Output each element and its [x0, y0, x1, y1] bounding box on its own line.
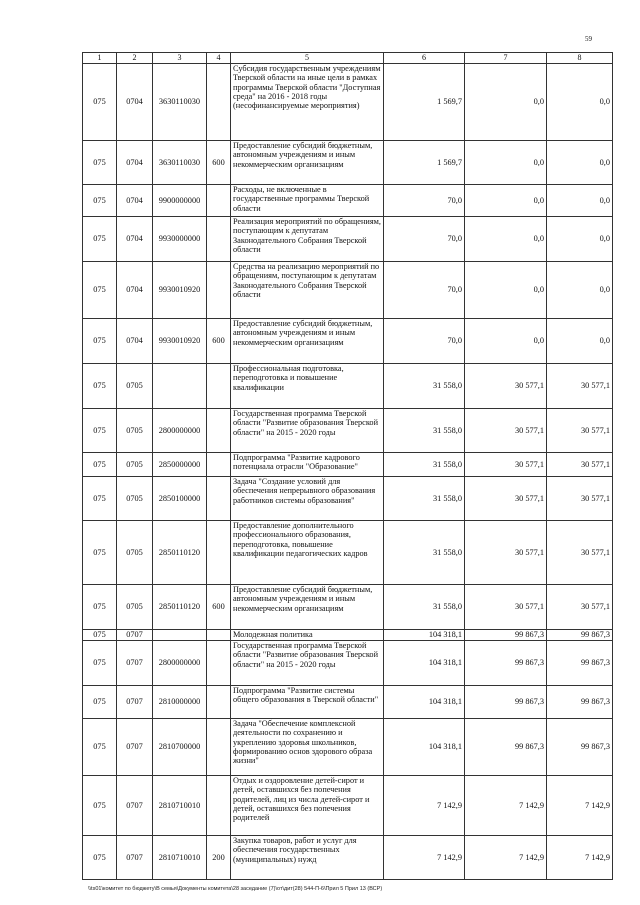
expense-type-cell: [207, 364, 231, 409]
amount-year3-cell: 99 867,3: [547, 686, 613, 719]
amount-year1-cell: 70,0: [384, 319, 465, 364]
amount-year1-cell: 31 558,0: [384, 521, 465, 585]
section-code-cell: 0707: [117, 776, 153, 836]
amount-year2-cell: 30 577,1: [465, 521, 547, 585]
table-row: [83, 641, 613, 686]
target-article-cell: 2810700000: [153, 719, 207, 776]
target-article-cell: 2810710010: [153, 836, 207, 880]
amount-year1-cell: 31 558,0: [384, 477, 465, 521]
amount-year1-cell: 1 569,7: [384, 141, 465, 185]
expense-type-cell: [207, 630, 231, 641]
admin-code-cell: 075: [83, 585, 117, 630]
column-header-5: 5: [231, 53, 384, 64]
amount-year3-cell: 0,0: [547, 217, 613, 262]
description-cell: Предоставление субсидий бюджетным, автономным учреждениям и иным некоммерческим организациям: [231, 585, 384, 630]
amount-year3-cell: 0,0: [547, 141, 613, 185]
amount-year1-cell: 31 558,0: [384, 364, 465, 409]
amount-year2-cell: 30 577,1: [465, 477, 547, 521]
admin-code-cell: 075: [83, 836, 117, 880]
expense-type-cell: 600: [207, 141, 231, 185]
amount-year1-cell: 104 318,1: [384, 686, 465, 719]
amount-year3-cell: 30 577,1: [547, 521, 613, 585]
expense-type-cell: 600: [207, 585, 231, 630]
amount-year1-cell: 104 318,1: [384, 630, 465, 641]
table-row: [83, 141, 613, 185]
description-cell: Расходы, не включенные в государственные программы Тверской области: [231, 185, 384, 217]
expense-type-cell: 600: [207, 319, 231, 364]
table-row: [83, 364, 613, 409]
table-row: [83, 477, 613, 521]
target-article-cell: 9930010920: [153, 262, 207, 319]
admin-code-cell: 075: [83, 776, 117, 836]
expense-type-cell: [207, 686, 231, 719]
section-code-cell: 0704: [117, 319, 153, 364]
target-article-cell: 2800000000: [153, 409, 207, 453]
amount-year3-cell: 0,0: [547, 319, 613, 364]
column-header-1: 1: [83, 53, 117, 64]
table-row: [83, 686, 613, 719]
description-cell: Государственная программа Тверской области "Развитие образования Тверской области" на 2015 - 2020 годы: [231, 409, 384, 453]
section-code-cell: 0704: [117, 217, 153, 262]
description-cell: Закупка товаров, работ и услуг для обеспечения государственных (муниципальных) нужд: [231, 836, 384, 880]
target-article-cell: 2850110120: [153, 521, 207, 585]
admin-code-cell: 075: [83, 262, 117, 319]
description-cell: Государственная программа Тверской области "Развитие образования Тверской области" на 2015 - 2020 годы: [231, 641, 384, 686]
admin-code-cell: 075: [83, 364, 117, 409]
description-cell: Предоставление дополнительного профессионального образования, переподготовка, повышение квалификации педагогических кадров: [231, 521, 384, 585]
section-code-cell: 0707: [117, 836, 153, 880]
amount-year3-cell: 30 577,1: [547, 585, 613, 630]
page-number: 59: [585, 35, 592, 43]
description-cell: Задача "Обеспечение комплексной деятельности по сохранению и укреплению здоровья школьников, формированию основ здорового образа жизни": [231, 719, 384, 776]
column-header-6: 6: [384, 53, 465, 64]
description-cell: Молодежная политика: [231, 630, 384, 641]
column-header-2: 2: [117, 53, 153, 64]
target-article-cell: 2850000000: [153, 453, 207, 477]
admin-code-cell: 075: [83, 641, 117, 686]
file-path-footer: \\ts01\комитет по бюджету\В семья\Документы комитета\28 заседание (7)\от\дит(28) 544-П-6\Прил 5 Прил 13 (ВСР): [88, 886, 383, 892]
amount-year2-cell: 0,0: [465, 141, 547, 185]
description-cell: Профессиональная подготовка, переподготовка и повышение квалификации: [231, 364, 384, 409]
table-header-row: [83, 53, 613, 64]
expense-type-cell: [207, 64, 231, 141]
admin-code-cell: 075: [83, 64, 117, 141]
section-code-cell: 0707: [117, 686, 153, 719]
expense-type-cell: [207, 641, 231, 686]
description-cell: Реализация мероприятий по обращениям, поступающим к депутатам Законодательного Собрания Тверской области: [231, 217, 384, 262]
admin-code-cell: 075: [83, 477, 117, 521]
amount-year2-cell: 7 142,9: [465, 836, 547, 880]
expense-type-cell: [207, 262, 231, 319]
amount-year2-cell: 99 867,3: [465, 719, 547, 776]
target-article-cell: 3630110030: [153, 141, 207, 185]
admin-code-cell: 075: [83, 521, 117, 585]
admin-code-cell: 075: [83, 217, 117, 262]
description-cell: Подпрограмма "Развитие кадрового потенциала отрасли "Образование": [231, 453, 384, 477]
amount-year1-cell: 7 142,9: [384, 776, 465, 836]
amount-year3-cell: 30 577,1: [547, 409, 613, 453]
section-code-cell: 0705: [117, 585, 153, 630]
description-cell: Предоставление субсидий бюджетным, автономным учреждениям и иным некоммерческим организациям: [231, 319, 384, 364]
expense-type-cell: [207, 409, 231, 453]
amount-year3-cell: 0,0: [547, 64, 613, 141]
description-cell: Подпрограмма "Развитие системы общего образования в Тверской области": [231, 686, 384, 719]
amount-year3-cell: 0,0: [547, 262, 613, 319]
target-article-cell: 2810710010: [153, 776, 207, 836]
amount-year1-cell: 70,0: [384, 217, 465, 262]
admin-code-cell: 075: [83, 185, 117, 217]
description-cell: Отдых и оздоровление детей-сирот и детей, оставшихся без попечения родителей, лиц из числа детей-сирот и детей, оставшихся без попечения родителей: [231, 776, 384, 836]
amount-year2-cell: 30 577,1: [465, 409, 547, 453]
expense-type-cell: 200: [207, 836, 231, 880]
amount-year1-cell: 104 318,1: [384, 641, 465, 686]
section-code-cell: 0705: [117, 364, 153, 409]
section-code-cell: 0707: [117, 719, 153, 776]
table-row: [83, 585, 613, 630]
amount-year2-cell: 0,0: [465, 64, 547, 141]
admin-code-cell: 075: [83, 141, 117, 185]
column-header-4: 4: [207, 53, 231, 64]
section-code-cell: 0705: [117, 409, 153, 453]
amount-year1-cell: 7 142,9: [384, 836, 465, 880]
description-cell: Задача "Создание условий для обеспечения непрерывного образования работников системы образования": [231, 477, 384, 521]
expense-type-cell: [207, 453, 231, 477]
amount-year3-cell: 99 867,3: [547, 641, 613, 686]
target-article-cell: 3630110030: [153, 64, 207, 141]
amount-year3-cell: 0,0: [547, 185, 613, 217]
section-code-cell: 0704: [117, 185, 153, 217]
amount-year2-cell: 0,0: [465, 319, 547, 364]
table-row: [83, 319, 613, 364]
expense-type-cell: [207, 217, 231, 262]
expense-type-cell: [207, 521, 231, 585]
table-row: [83, 836, 613, 880]
amount-year2-cell: 0,0: [465, 217, 547, 262]
table-row: [83, 521, 613, 585]
amount-year1-cell: 31 558,0: [384, 453, 465, 477]
amount-year1-cell: 1 569,7: [384, 64, 465, 141]
section-code-cell: 0704: [117, 141, 153, 185]
target-article-cell: 2850100000: [153, 477, 207, 521]
admin-code-cell: 075: [83, 686, 117, 719]
column-header-8: 8: [547, 53, 613, 64]
expense-type-cell: [207, 185, 231, 217]
amount-year1-cell: 70,0: [384, 262, 465, 319]
budget-table: [82, 52, 613, 880]
amount-year2-cell: 0,0: [465, 185, 547, 217]
section-code-cell: 0705: [117, 477, 153, 521]
target-article-cell: [153, 364, 207, 409]
admin-code-cell: 075: [83, 719, 117, 776]
amount-year2-cell: 99 867,3: [465, 641, 547, 686]
expense-type-cell: [207, 776, 231, 836]
table-row: [83, 262, 613, 319]
amount-year2-cell: 99 867,3: [465, 686, 547, 719]
amount-year1-cell: 31 558,0: [384, 585, 465, 630]
target-article-cell: 2800000000: [153, 641, 207, 686]
amount-year2-cell: 30 577,1: [465, 364, 547, 409]
amount-year1-cell: 31 558,0: [384, 409, 465, 453]
section-code-cell: 0704: [117, 64, 153, 141]
table-row: [83, 185, 613, 217]
admin-code-cell: 075: [83, 319, 117, 364]
amount-year3-cell: 30 577,1: [547, 453, 613, 477]
amount-year2-cell: 30 577,1: [465, 585, 547, 630]
table-row: [83, 630, 613, 641]
amount-year1-cell: 70,0: [384, 185, 465, 217]
column-header-7: 7: [465, 53, 547, 64]
amount-year3-cell: 30 577,1: [547, 364, 613, 409]
target-article-cell: 9900000000: [153, 185, 207, 217]
section-code-cell: 0707: [117, 641, 153, 686]
section-code-cell: 0705: [117, 453, 153, 477]
expense-type-cell: [207, 477, 231, 521]
table-row: [83, 719, 613, 776]
description-cell: Субсидия государственным учреждениям Тверской области на иные цели в рамках программы Тверской области "Доступная среда" на 2016 - 2018 годы (несофинансируемые мероприятия): [231, 64, 384, 141]
table-row: [83, 409, 613, 453]
table-row: [83, 217, 613, 262]
amount-year2-cell: 30 577,1: [465, 453, 547, 477]
amount-year3-cell: 30 577,1: [547, 477, 613, 521]
description-cell: Средства на реализацию мероприятий по обращениям, поступающим к депутатам Законодательного Собрания Тверской области: [231, 262, 384, 319]
amount-year3-cell: 7 142,9: [547, 776, 613, 836]
target-article-cell: 2850110120: [153, 585, 207, 630]
target-article-cell: 9930010920: [153, 319, 207, 364]
column-header-3: 3: [153, 53, 207, 64]
table-row: [83, 776, 613, 836]
description-cell: Предоставление субсидий бюджетным, автономным учреждениям и иным некоммерческим организациям: [231, 141, 384, 185]
expense-type-cell: [207, 719, 231, 776]
amount-year3-cell: 99 867,3: [547, 630, 613, 641]
admin-code-cell: 075: [83, 453, 117, 477]
amount-year2-cell: 0,0: [465, 262, 547, 319]
table-row: [83, 64, 613, 141]
section-code-cell: 0705: [117, 521, 153, 585]
target-article-cell: 2810000000: [153, 686, 207, 719]
amount-year2-cell: 99 867,3: [465, 630, 547, 641]
target-article-cell: 9930000000: [153, 217, 207, 262]
target-article-cell: [153, 630, 207, 641]
section-code-cell: 0704: [117, 262, 153, 319]
table-row: [83, 453, 613, 477]
admin-code-cell: 075: [83, 630, 117, 641]
admin-code-cell: 075: [83, 409, 117, 453]
amount-year1-cell: 104 318,1: [384, 719, 465, 776]
amount-year3-cell: 99 867,3: [547, 719, 613, 776]
section-code-cell: 0707: [117, 630, 153, 641]
amount-year3-cell: 7 142,9: [547, 836, 613, 880]
amount-year2-cell: 7 142,9: [465, 776, 547, 836]
